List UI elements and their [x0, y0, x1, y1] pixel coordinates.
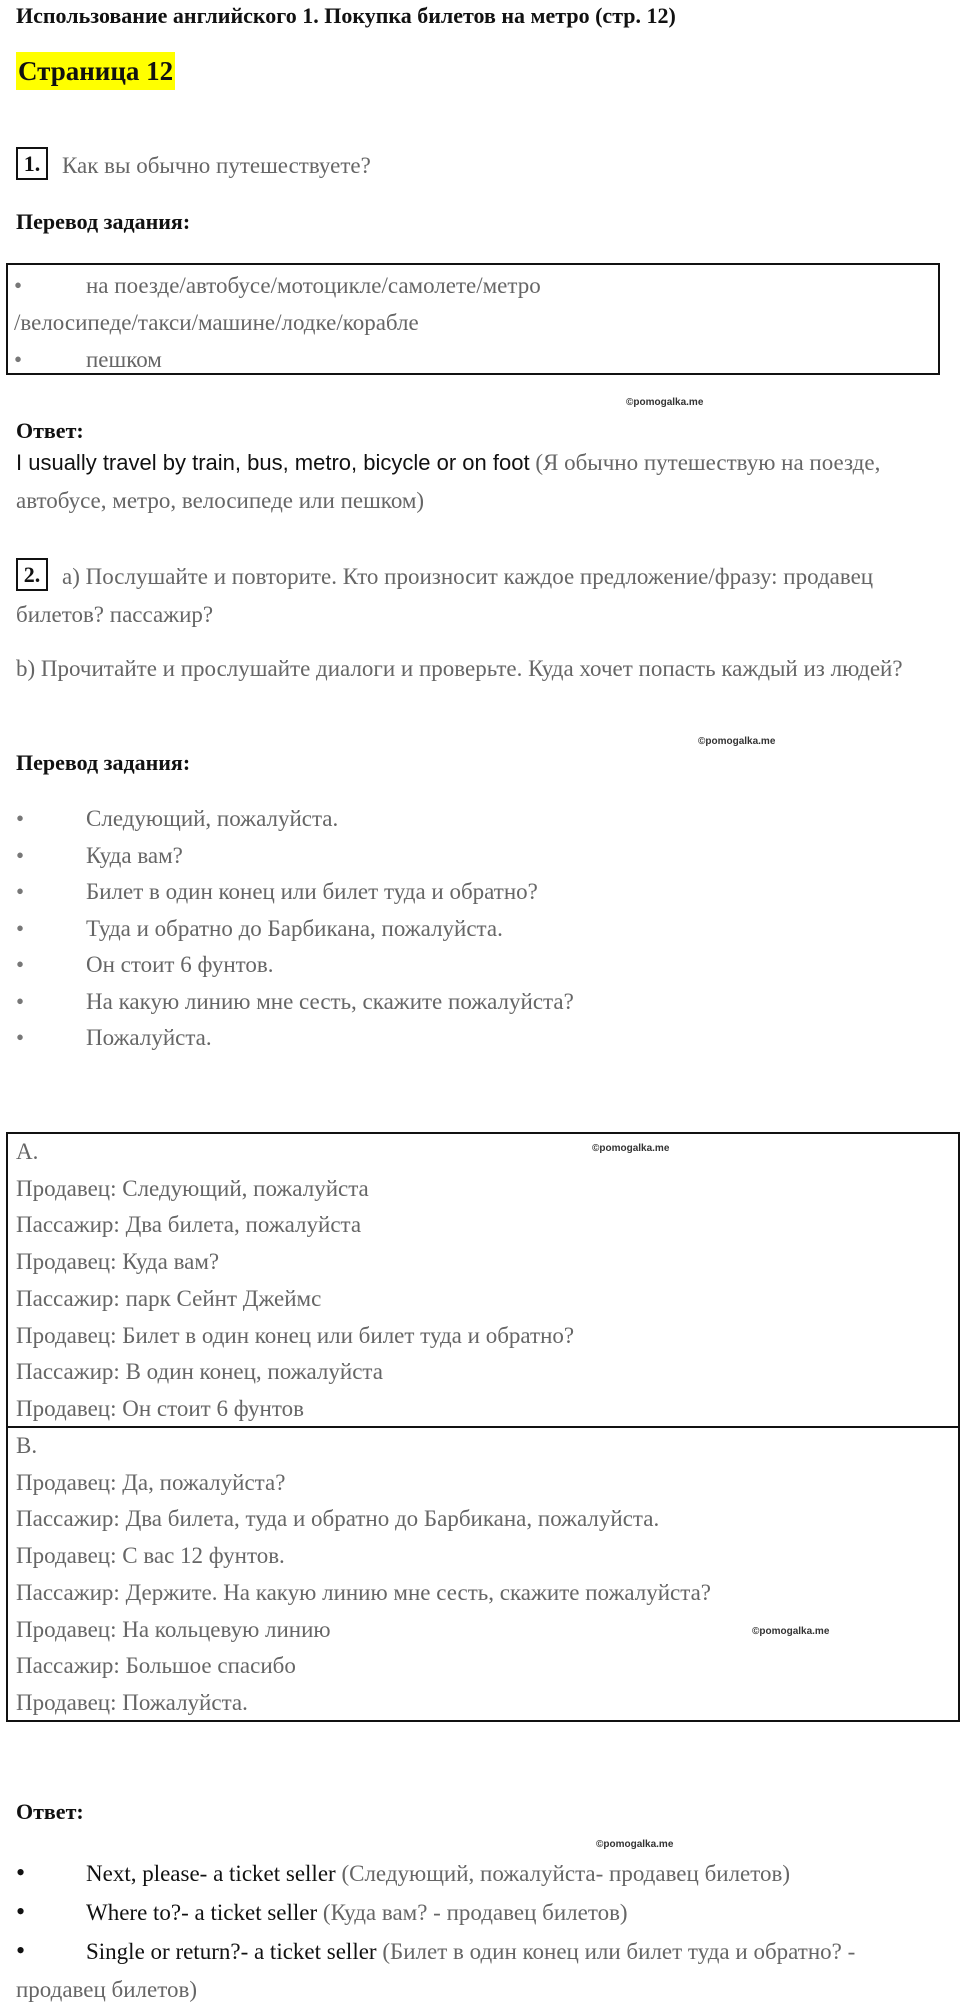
- list-item: • Он стоит 6 фунтов.: [16, 947, 574, 984]
- page-label: Страница 12: [16, 52, 175, 90]
- answer-english: I usually travel by train, bus, metro, bicycle or on foot: [16, 450, 530, 475]
- task-1: [16, 147, 371, 185]
- list-item: •на поезде/автобусе/мотоцикле/самолете/метро: [14, 267, 932, 304]
- translation-box: [6, 263, 940, 375]
- dialog-line: Пассажир: В один конец, пожалуйста: [16, 1359, 383, 1385]
- list-item-continued: /велосипеде/такси/машине/лодке/корабле: [14, 310, 419, 335]
- bullet-icon: [14, 341, 86, 378]
- watermark: ©pomogalka.me: [592, 1143, 670, 1154]
- dialog-line: Продавец: Следующий, пожалуйста: [16, 1175, 369, 1201]
- dialog-b: [6, 1426, 960, 1722]
- list-item: • Where to?- a ticket seller (Куда вам? - продавец билетов): [16, 1893, 946, 1932]
- bullet-icon: •: [16, 1858, 26, 1887]
- dialog-line: Продавец: Он стоит 6 фунтов: [16, 1395, 304, 1421]
- answer-russian: (Я обычно путешествую на поезде, автобусе, метро, велосипеде или пешком): [16, 450, 881, 513]
- dialog-line: Пассажир: Большое спасибо: [16, 1653, 296, 1679]
- watermark: ©pomogalka.me: [626, 397, 704, 408]
- answer-list: [16, 1854, 946, 2009]
- document-title: Использование английского 1. Покупка билетов на метро (стр. 12): [16, 3, 676, 28]
- dialog-line: Продавец: Да, пожалуйста?: [16, 1469, 286, 1495]
- list-item: • Туда и обратно до Барбикана, пожалуйста.: [16, 911, 574, 948]
- watermark: ©pomogalka.me: [752, 1626, 830, 1637]
- list-item: • Билет в один конец или билет туда и обратно?: [16, 874, 574, 911]
- bullet-icon: •: [16, 1936, 26, 1965]
- list-item: • Single or return?- a ticket seller (Билет в один конец или билет туда и обратно? - продавец билетов): [16, 1932, 946, 2009]
- list-item: • Next, please- a ticket seller (Следующий, пожалуйста- продавец билетов): [16, 1854, 946, 1893]
- dialog-line: Пассажир: Два билета, пожалуйста: [16, 1212, 362, 1238]
- dialog-line: Продавец: Куда вам?: [16, 1249, 220, 1275]
- list-item: • Куда вам?: [16, 838, 574, 875]
- dialog-a: [6, 1132, 960, 1428]
- task-part-a: a) Послушайте и повторите. Кто произносит каждое предложение/фразу: продавец билетов? пассажир?: [16, 564, 874, 627]
- list-item: • Пожалуйста.: [16, 1020, 574, 1057]
- task-part-b: b) Прочитайте и прослушайте диалоги и проверьте. Куда хочет попасть каждый из людей?: [16, 656, 903, 681]
- dialog-line: Пассажир: парк Сейнт Джеймс: [16, 1285, 322, 1311]
- task-number: 1.: [16, 147, 48, 180]
- bullet-icon: [14, 267, 86, 304]
- translation-heading: Перевод задания:: [16, 750, 191, 775]
- dialog-line: Продавец: На кольцевую линию: [16, 1616, 331, 1642]
- dialog-line: Пассажир: Два билета, туда и обратно до Барбикана, пожалуйста.: [16, 1506, 660, 1532]
- dialog-label: A.: [16, 1139, 39, 1164]
- list-item: • На какую линию мне сесть, скажите пожалуйста?: [16, 984, 574, 1021]
- answer-heading: Ответ:: [16, 418, 84, 443]
- phrase-list: [16, 801, 574, 1057]
- task-question: Как вы обычно путешествуете?: [62, 153, 371, 178]
- task-1-answer: [16, 444, 936, 520]
- bullet-icon: •: [16, 1897, 26, 1926]
- task-number: 2.: [16, 558, 48, 591]
- list-item: •пешком: [14, 341, 932, 378]
- dialog-label: B.: [16, 1433, 38, 1458]
- dialog-line: Продавец: Пожалуйста.: [16, 1689, 248, 1715]
- dialog-line: Продавец: С вас 12 фунтов.: [16, 1543, 285, 1569]
- dialog-line: Пассажир: Держите. На какую линию мне сесть, скажите пожалуйста?: [16, 1579, 711, 1605]
- watermark: ©pomogalka.me: [698, 736, 776, 747]
- list-item: • Следующий, пожалуйста.: [16, 801, 574, 838]
- watermark: ©pomogalka.me: [596, 1839, 674, 1850]
- answer-heading: Ответ:: [16, 1799, 84, 1824]
- task-2: [16, 558, 946, 634]
- translation-heading: Перевод задания:: [16, 209, 191, 234]
- dialog-line: Продавец: Билет в один конец или билет туда и обратно?: [16, 1322, 575, 1348]
